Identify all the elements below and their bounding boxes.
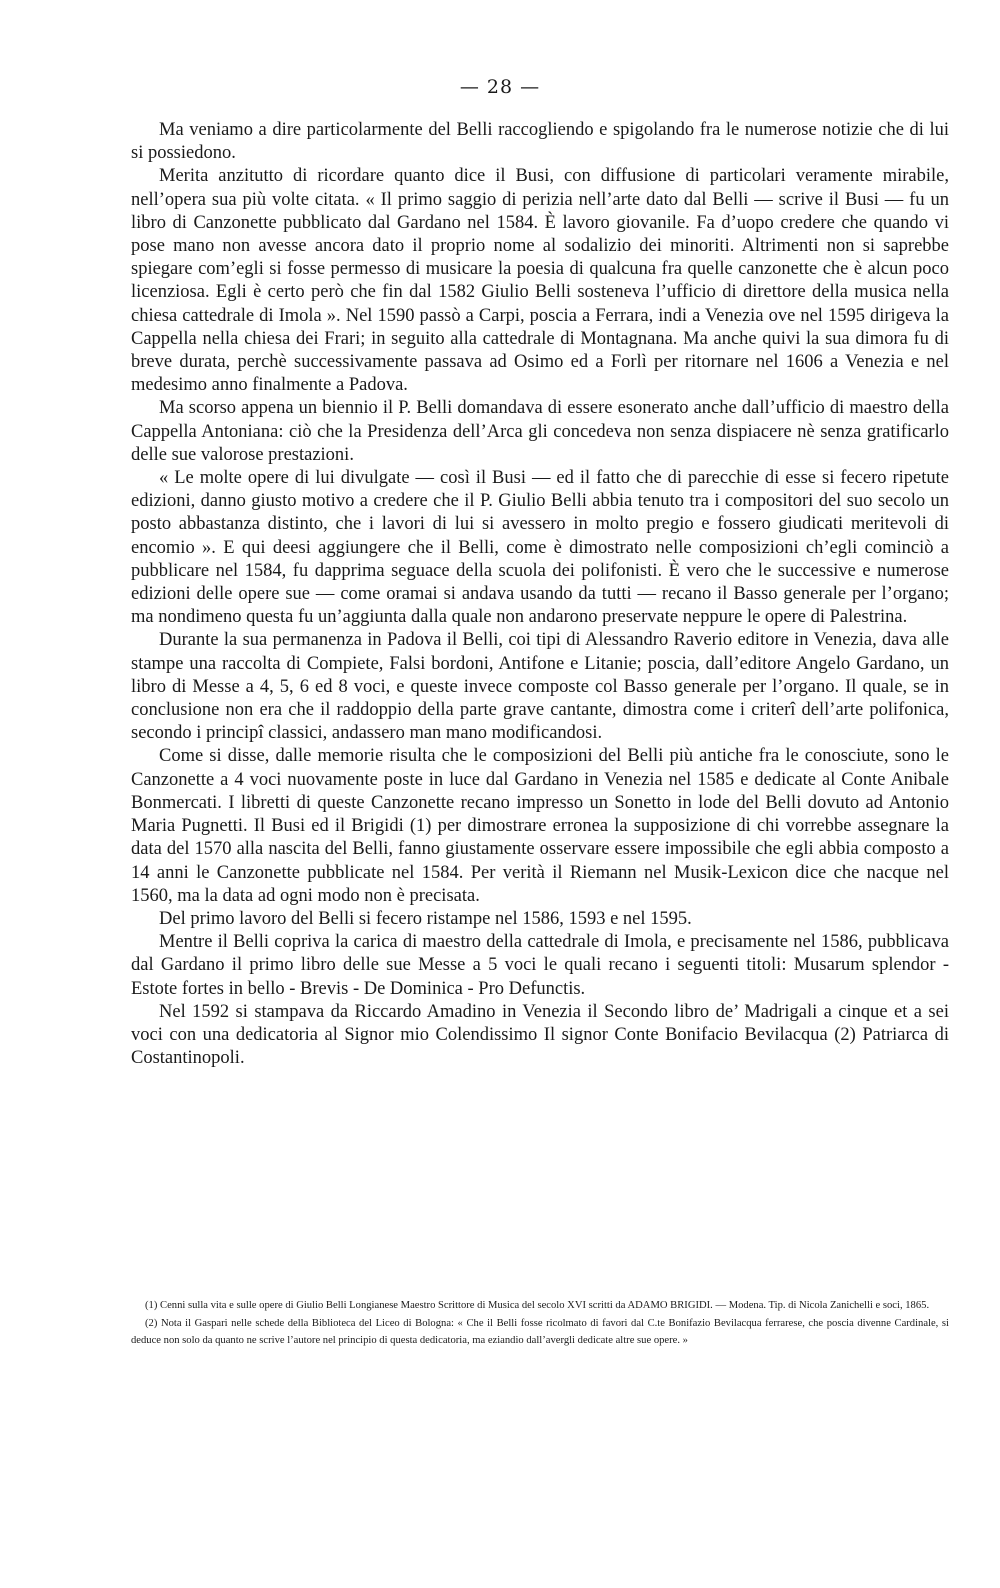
footnote: (1) Cenni sulla vita e sulle opere di Giulio Belli Longianese Maestro Scrittore di Musica del secolo XVI scritti da ADAMO BRIGIDI. — Modena. Tip. di Nicola Zanichelli e soci, 1865. [145, 1300, 930, 1311]
paragraph: Merita anzitutto di ricordare quanto dice il Busi, con diffusione di particolari veramente mirabile, nell’opera sua più volte citata. « Il primo saggio di perizia nell’arte dato dal Belli — scrive il Busi — fu un libro di Canzonette pubblicato dal Gardano nel 1584. È lavoro giovanile. Fa d’uopo credere che quando vi pose mano non avesse ancora dato il proprio nome al sodalizio dei minoriti. Altrimenti non si saprebbe spiegare com’egli si fosse permesso di musicare la poesia di qualcuna fra quelle canzonette che è alcun poco licenziosa. Egli è certo però che fin dal 1582 Giulio Belli sosteneva l’ufficio di direttore della musica nella chiesa cattedrale di Imola ». Nel 1590 passò a Carpi, poscia a Ferrara, indi a Venezia ove nel 1595 dirigeva la Cappella nella chiesa dei Frari; in seguito alla cattedrale di Montagnana. Ma anche quivi la sua dimora fu di breve durata, perchè successivamente passava ad Osimo ed a Forlì per ritornare nel 1606 a Venezia e nel medesimo anno finalmente a Padova. [131, 166, 949, 396]
paragraph: Come si disse, dalle memorie risulta che le composizioni del Belli più antiche fra le conosciute, sono le Canzonette a 4 voci nuovamente poste in luce dal Gardano in Venezia nel 1585 e dedicate al Conte Anibale Bonmercati. I libretti di queste Canzonette recano impresso un Sonetto in lode del Belli dovuto ad Antonio Maria Pugnetti. Il Busi ed il Brigidi (1) per dimostrare erronea la supposizione di chi vorrebbe assegnare la data del 1570 alla nascita del Belli, fanno giustamente osservare essere impossibile che egli abbia composto a 14 anni le Canzonette pubblicate nel 1584. Per verità il Riemann nel Musik-Lexicon dice che nacque nel 1560, ma la data ad ogni modo non è precisata. [131, 746, 949, 906]
paragraph: Ma veniamo a dire particolarmente del Belli raccogliendo e spigolando fra le numerose notizie che di lui si possiedono. [131, 120, 949, 164]
footnote: (2) Nota il Gaspari nelle schede della Biblioteca del Liceo di Bologna: « Che il Belli fosse ricolmato di favori dal C.te Bonifazio Bevilacqua ferrarese, che poscia divenne Cardinale, si deduce non solo da quanto ne scrive l’autore nel principio di questa dedicatoria, ma eziandio dall’avergli dedicate altre sue opere. » [131, 1318, 949, 1347]
paragraph: Ma scorso appena un biennio il P. Belli domandava di essere esonerato anche dall’ufficio di maestro della Cappella Antoniana: ciò che la Presidenza dell’Arca gli concedeva non senza dispiacere nè senza gratificarlo delle sue valorose prestazioni. [131, 398, 949, 465]
paragraph: Nel 1592 si stampava da Riccardo Amadino in Venezia il Secondo libro de’ Madrigali a cinque et a sei voci con una dedicatoria al Signor mio Colendissimo Il signor Conte Bonifacio Bevilacqua (2) Patriarca di Costantinopoli. [131, 1001, 949, 1069]
paragraph: « Le molte opere di lui divulgate — così il Busi — ed il fatto che di parecchie di esse si fecero ripetute edizioni, danno giusto motivo a credere che il P. Giulio Belli abbia tenuto tra i compositori del suo secolo un posto abbastanza distinto, che i lavori di lui si avessero in molto pregio e fossero giudicati meritevoli di encomio ». E qui deesi aggiungere che il Belli, come è dimostrato nelle composizioni ch’egli cominciò a pubblicare nel 1584, fu dapprima seguace della scuola dei polifonisti. È vero che le successive e numerose edizioni delle opere sue — come oramai si andava usando da tutti — recano il Basso generale per l’organo; ma nondimeno questa fu un’aggiunta dalla quale non andarono preservate neppure le opere di Palestrina. [131, 468, 949, 628]
paragraph: Durante la sua permanenza in Padova il Belli, coi tipi di Alessandro Raverio editore in Venezia, dava alle stampe una raccolta di Compiete, Falsi bordoni, Antifone e Litanie; poscia, dall’editore Angelo Gardano, un libro di Messe a 4, 5, 6 ed 8 voci, e queste invece composte col Basso generale per l’organo. Il quale, se in conclusione non era che il raddoppio della parte grave cantante, dimostra come i criterî dell’arte polifonica, secondo i principî classici, andassero man mano modificandosi. [131, 630, 949, 744]
paragraph: Del primo lavoro del Belli si fecero ristampe nel 1586, 1593 e nel 1595. [159, 908, 692, 929]
footnotes [131, 1297, 949, 1351]
body-text [131, 119, 949, 1070]
page-number: — 28 — [459, 76, 541, 98]
paragraph: Mentre il Belli copriva la carica di maestro della cattedrale di Imola, e precisamente nel 1586, pubblicava dal Gardano il primo libro delle sue Messe a 5 voci le quali recano i seguenti titoli: Musarum splendor - Estote fortes in bello - Brevis - De Dominica - Pro Defunctis. [131, 932, 949, 999]
